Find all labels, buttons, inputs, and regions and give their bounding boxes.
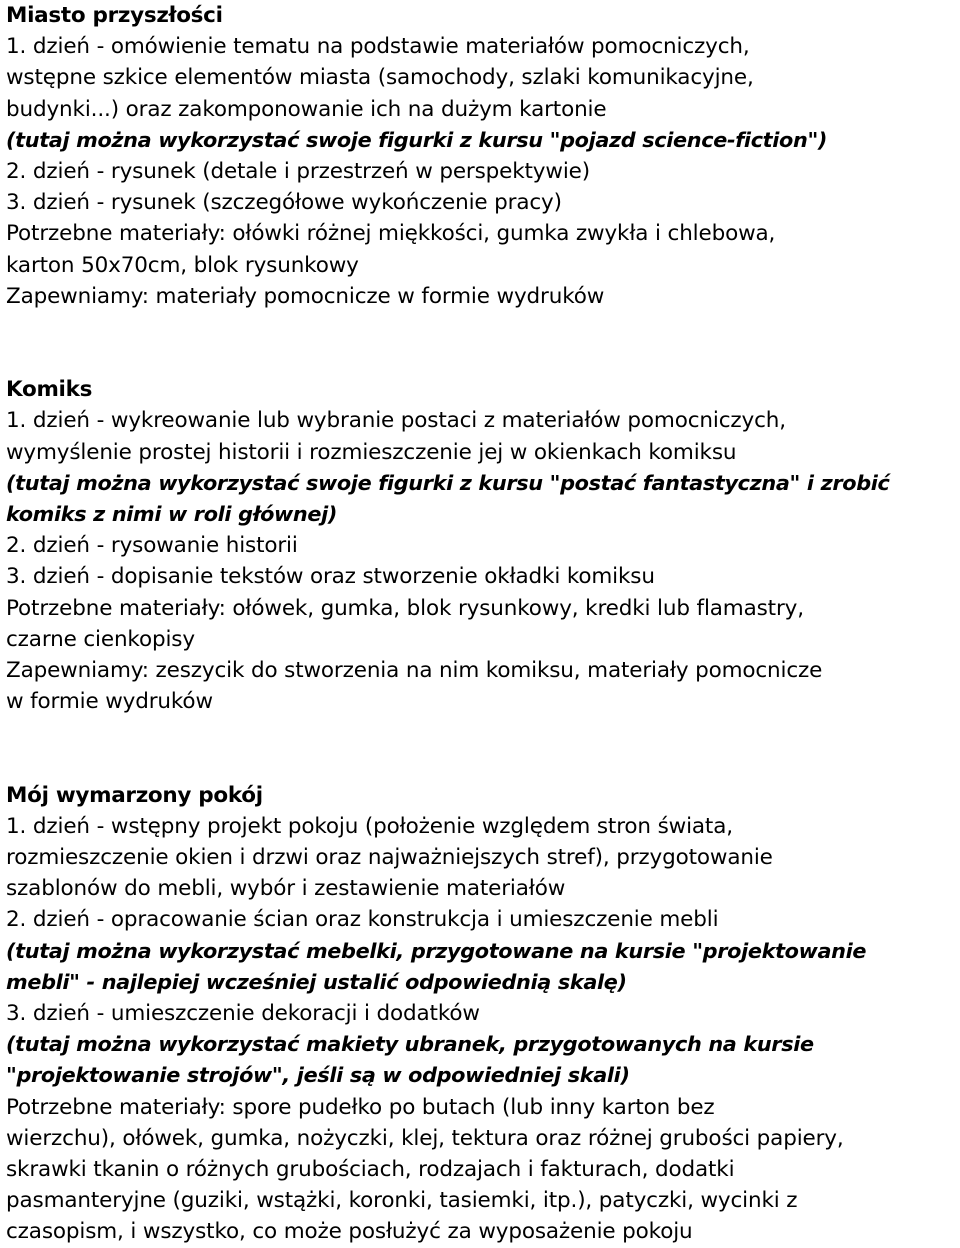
text-line: w formie wydruków — [6, 689, 213, 715]
section-gap — [6, 717, 954, 779]
section-pokoj — [6, 780, 954, 1248]
section-gap — [6, 312, 954, 374]
text-line: pasmanteryjne (guziki, wstążki, koronki, tasiemki, itp.), patyczki, wycinki z — [6, 1188, 798, 1214]
text-line: Potrzebne materiały: ołówek, gumka, blok rysunkowy, kredki lub flamastry, — [6, 595, 804, 621]
text-line: 2. dzień - opracowanie ścian oraz konstrukcja i umieszczenie mebli — [6, 907, 719, 933]
section-komiks — [6, 374, 954, 717]
text-line: 2. dzień - rysowanie historii — [6, 533, 298, 559]
text-line: skrawki tkanin o różnych grubościach, rodzajach i fakturach, dodatki — [6, 1156, 735, 1182]
text-line: 2. dzień - rysunek (detale i przestrzeń w perspektywie) — [6, 158, 590, 184]
note-line: (tutaj można wykorzystać swoje figurki z kursu "postać fantastyczna" i zrobić — [6, 470, 890, 495]
text-line: rozmieszczenie okien i drzwi oraz najważniejszych stref), przygotowanie — [6, 845, 773, 871]
text-line: 3. dzień - dopisanie tekstów oraz stworzenie okładki komiksu — [6, 564, 655, 590]
section-miasto — [6, 0, 954, 312]
section-title: Miasto przyszłości — [6, 3, 223, 28]
text-line: 1. dzień - wstępny projekt pokoju (położenie względem stron świata, — [6, 813, 733, 839]
section-title: Mój wymarzony pokój — [6, 782, 263, 808]
text-line: 1. dzień - wykreowanie lub wybranie postaci z materiałów pomocniczych, — [6, 408, 786, 434]
section-title: Komiks — [6, 377, 93, 403]
note-line: mebli" - najlepiej wcześniej ustalić odpowiednią skalę) — [6, 969, 627, 994]
note-line: (tutaj można wykorzystać swoje figurki z kursu "pojazd science-fiction") — [6, 127, 828, 152]
text-line: szablonów do mebli, wybór i zestawienie materiałów — [6, 876, 566, 902]
note-line: komiks z nimi w roli głównej) — [6, 502, 338, 527]
text-line: 3. dzień - umieszczenie dekoracji i dodatków — [6, 1001, 480, 1027]
text-line: wymyślenie prostej historii i rozmieszczenie jej w okienkach komiksu — [6, 439, 737, 465]
text-line: 1. dzień - omówienie tematu na podstawie materiałów pomocniczych, — [6, 34, 750, 60]
text-line: czarne cienkopisy — [6, 626, 195, 652]
text-line: czasopism, i wszystko, co może posłużyć za wyposażenie pokoju — [6, 1219, 693, 1245]
note-line: (tutaj można wykorzystać mebelki, przygotowane na kursie "projektowanie — [6, 938, 867, 963]
text-line: Potrzebne materiały: spore pudełko po butach (lub inny karton bez — [6, 1094, 715, 1120]
text-line: budynki...) oraz zakomponowanie ich na dużym kartonie — [6, 96, 607, 122]
note-line: "projektowanie strojów", jeśli są w odpowiedniej skali) — [6, 1063, 630, 1088]
text-line: wstępne szkice elementów miasta (samochody, szlaki komunikacyjne, — [6, 65, 754, 91]
text-line: Zapewniamy: materiały pomocnicze w formie wydruków — [6, 283, 605, 309]
text-line: wierzchu), ołówek, gumka, nożyczki, klej, tektura oraz różnej grubości papiery, — [6, 1125, 844, 1151]
note-line: (tutaj można wykorzystać makiety ubranek, przygotowanych na kursie — [6, 1032, 814, 1057]
text-line: Potrzebne materiały: ołówki różnej miękkości, gumka zwykła i chlebowa, — [6, 221, 776, 247]
text-line: Zapewniamy: zeszycik do stworzenia na nim komiksu, materiały pomocnicze — [6, 657, 823, 683]
text-line: karton 50x70cm, blok rysunkowy — [6, 252, 359, 278]
text-line: 3. dzień - rysunek (szczegółowe wykończenie pracy) — [6, 190, 562, 216]
